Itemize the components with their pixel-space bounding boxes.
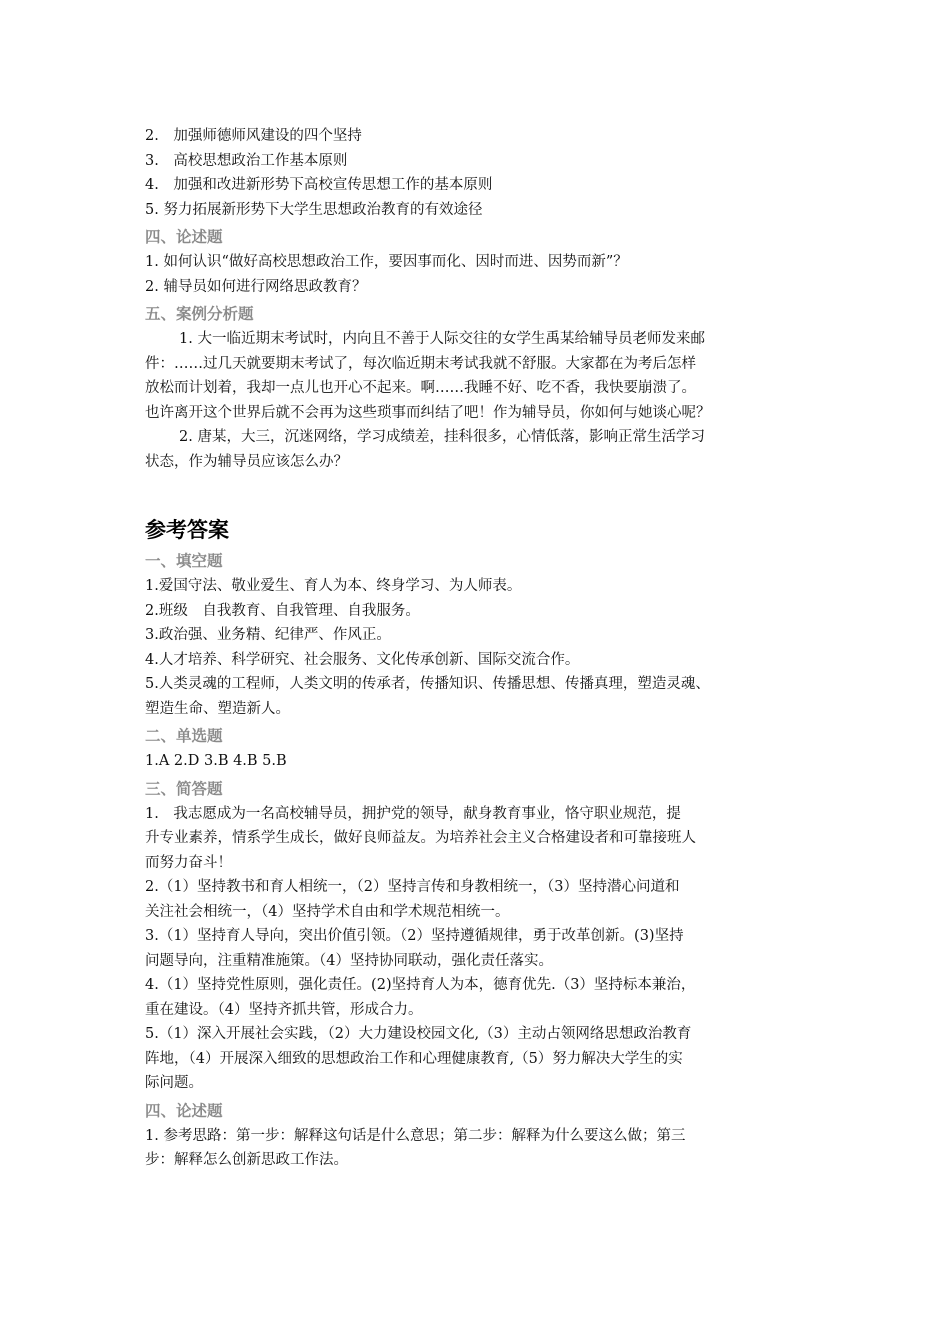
- answer-line: 重在建设。（4）坚持齐抓共管，形成合力。: [145, 1001, 423, 1018]
- answer-line: 2.（1）坚持教书和育人相统一，（2）坚持言传和身教相统一，（3）坚持潜心问道和: [145, 879, 680, 895]
- answer-line: 而努力奋斗！: [145, 854, 232, 871]
- case-paragraph-line: 1. 大一临近期末考试时，内向且不善于人际交往的女学生禹某给辅导员老师发来邮: [179, 331, 705, 347]
- section-heading-essay-answer: 四、论述题: [145, 1101, 223, 1120]
- answer-line: 5.人类灵魂的工程师，人类文明的传承者，传播知识、传播思想、传播真理，塑造灵魂、: [145, 676, 710, 692]
- case-paragraph-line: 放松而计划着，我却一点儿也开心不起来。啊……我睡不好、吃不香，我快要崩溃了。: [145, 380, 696, 396]
- answer-line: 3.政治强、业务精、纪律严、作风正。: [145, 627, 391, 643]
- essay-question-item: 2. 辅导员如何进行网络思政教育？: [145, 278, 367, 295]
- section-heading-case: 五、案例分析题: [145, 305, 254, 323]
- answers-title: 参考答案: [145, 518, 229, 542]
- answer-line: 4.人才培养、科学研究、社会服务、文化传承创新、国际交流合作。: [145, 651, 580, 668]
- answer-line: 问题导向，注重精准施策。（4）坚持协同联动，强化责任落实。: [145, 952, 553, 969]
- short-question-item: 4. 加强和改进新形势下高校宣传思想工作的基本原则: [145, 177, 493, 193]
- answer-line: 3.（1）坚持育人导向，突出价值引领。（2）坚持遵循规律，勇于改革创新。(3)坚持: [145, 928, 684, 944]
- answer-line: 5.（1）深入开展社会实践，（2）大力建设校园文化,（3）主动占领网络思想政治教育: [145, 1026, 692, 1042]
- answer-line: 1.爱国守法、敬业爱生、育人为本、终身学习、为人师表。: [145, 578, 522, 594]
- answer-line: 步：解释怎么创新思政工作法。: [145, 1152, 348, 1168]
- answer-line: 塑造生命、塑造新人。: [145, 700, 290, 717]
- section-heading-short: 三、简答题: [145, 779, 223, 798]
- short-question-item: 5. 努力拓展新形势下大学生思想政治教育的有效途径: [145, 201, 483, 218]
- answer-line: 1. 我志愿成为一名高校辅导员，拥护党的领导，献身教育事业，恪守职业规范，提: [145, 805, 681, 822]
- answer-line: 关注社会相统一，（4）坚持学术自由和学术规范相统一。: [145, 903, 510, 920]
- answer-line: 4.（1）坚持党性原则，强化责任。(2)坚持育人为本，德育优先.（3）坚持标本兼治，: [145, 977, 696, 993]
- answer-line: 1.A 2.D 3.B 4.B 5.B: [145, 753, 287, 769]
- case-paragraph-line: 状态，作为辅导员应该怎么办？: [145, 453, 348, 470]
- section-heading-fill: 一、填空题: [145, 552, 223, 570]
- answer-line: 2.班级 自我教育、自我管理、自我服务。: [145, 602, 420, 619]
- document-page: [145, 124, 825, 1173]
- essay-question-item: 1. 如何认识“做好高校思想政治工作，要因事而化、因时而进、因势而新”？: [145, 254, 628, 270]
- case-paragraph-line: 件：……过几天就要期末考试了，每次临近期末考试我就不舒服。大家都在为考后怎样: [145, 355, 696, 372]
- short-question-item: 2. 加强师德师风建设的四个坚持: [145, 128, 362, 144]
- answer-line: 升专业素养，情系学生成长，做好良师益友。为培养社会主义合格建设者和可靠接班人: [145, 830, 696, 846]
- case-paragraph-line: 2. 唐某，大三，沉迷网络，学习成绩差，挂科很多，心情低落，影响正常生活学习: [179, 429, 705, 445]
- section-heading-essay: 四、论述题: [145, 228, 223, 246]
- answer-line: 阵地，（4）开展深入细致的思想政治工作和心理健康教育,（5）努力解决大学生的实: [145, 1050, 683, 1067]
- case-paragraph-line: 也许离开这个世界后就不会再为这些琐事而纠结了吧！作为辅导员，你如何与她谈心呢？: [145, 404, 711, 421]
- short-question-list: [145, 124, 825, 222]
- answer-line: 际问题。: [145, 1075, 203, 1091]
- section-heading-single: 二、单选题: [145, 727, 223, 745]
- answer-line: 1. 参考思路：第一步：解释这句话是什么意思；第二步：解释为什么要这么做；第三: [145, 1127, 686, 1144]
- short-question-item: 3. 高校思想政治工作基本原则: [145, 152, 348, 169]
